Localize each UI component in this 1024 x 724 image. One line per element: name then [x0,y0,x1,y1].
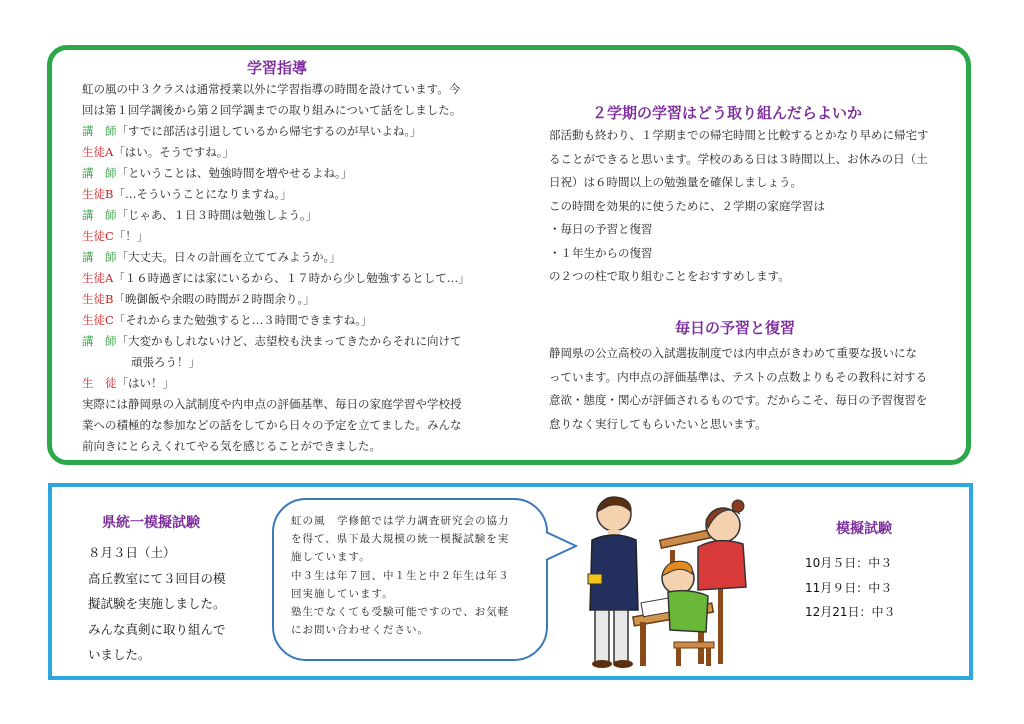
second-term-body [549,124,929,289]
daily-review-body [549,342,927,436]
dialogue-line [82,229,148,243]
prefecture-exam-line: 高丘教室にて３回目の模 [88,570,226,586]
dialogue-line [82,271,470,285]
dialogue-text: 「すでに部活は引退しているから帰宅するのが早いよね。」 [116,124,422,138]
speaker-teacher: 講 師 [82,334,117,348]
prefecture-exam-line: みんな真剣に取り組んで [88,621,226,637]
classroom-illustration [578,492,763,672]
dialogue-line [82,292,315,306]
dialogue-line [82,187,292,201]
speaker-teacher: 講 師 [82,250,117,264]
speaker-student: 生徒B [82,292,114,306]
bubble-line: を得て、県下最大規模の統一模擬試験を実 [291,533,510,546]
dialogue-line [82,208,317,222]
dialogue-text: 頑張ろう！」 [131,355,200,369]
bubble-line: 虹の風 学修館では学力調査研究会の協力 [291,515,510,527]
prefecture-exam-line: 擬試験を実施しました。 [88,596,226,611]
guidance-outro-line: 業への積極的な参加などの話をしてから日々の予定を立てました。みんな [82,418,462,432]
guidance-intro-line: 虹の風の中３クラスは通常授業以外に学習指導の時間を設けています。今 [82,82,461,96]
mock-exam-date: 10月５日：中３ [805,556,893,570]
guidance-intro-line: 回は第１回学調後から第２回学調までの取り組みについて話をしました。 [82,103,462,117]
prefecture-exam-body [88,540,226,668]
speaker-teacher: 講 師 [82,166,117,180]
second-term-line: の２つの柱で取り組むことをおすすめします。 [549,269,790,283]
dialogue-line [82,334,462,348]
dialogue-text: 「！」 [113,229,149,243]
daily-review-title: 毎日の予習と復習 [675,319,796,337]
dialogue-text: 「…そういうことになりますね。」 [113,187,292,201]
dialogue-line [131,355,200,369]
speaker-student: 生 徒 [82,376,117,390]
dialogue-text: 「はい！」 [116,376,174,390]
dialogue-line [82,166,352,180]
dialogue-text: 「はい。そうですね。」 [113,145,235,159]
second-term-line: ・毎日の予習と復習 [549,222,653,236]
speaker-student: 生徒B [82,187,114,201]
mock-exam-date: 11月９日：中３ [805,580,893,595]
second-term-line: 部活動も終わり、１学期までの帰宅時間と比較するとかなり早めに帰宅す [549,128,929,142]
guidance-title: 学習指導 [247,59,308,77]
second-term-line: ることができると思います。学校のある日は３時間以上、お休みの日（土 [549,151,928,166]
dialogue-text: 「じゃあ、１日３時間は勉強しよう。」 [116,208,318,222]
speaker-teacher: 講 師 [82,208,117,222]
dialogue-line [82,376,174,390]
second-term-title: ２学期の学習はどう取り組んだらよいか [592,104,863,122]
bubble-line: 中３生は年７回、中１生と中２年生は年３ [291,569,510,582]
mock-exam-dates [805,551,896,625]
speech-bubble-tail [546,530,582,564]
daily-review-line: 意欲・態度・関心が評価されるものです。だからこそ、毎日の予習復習を [549,393,928,407]
bubble-line: 施しています。 [291,551,371,564]
speaker-teacher: 講 師 [82,124,117,138]
guidance-outro-line: 実際には静岡県の入試制度や内申点の評価基準、毎日の家庭学習や学校授 [82,397,462,411]
second-term-line: この時間を効果的に使うために、２学期の家庭学習は [549,198,825,213]
prefecture-exam-line: いました。 [88,647,151,662]
daily-review-line: 静岡県の公立高校の入試選抜制度では内申点がきわめて重要な扱いにな [549,346,917,360]
bubble-line: 塾生でなくても受験可能ですので、お気軽 [291,606,510,619]
dialogue-text: 「ということは、勉強時間を増やせるよね。」 [116,166,353,180]
guidance-outro-line: 前向きにとらえくれてやる気を感じることができました。 [82,439,381,453]
dialogue-text: 「１６時過ぎには家にいるから、１７時から少し勉強するとして…」 [113,271,470,285]
speaker-student: 生徒A [82,271,114,285]
prefecture-exam-title: 県統一模擬試験 [102,515,200,531]
bubble-line: 回実施しています。 [291,587,394,600]
dialogue-line [82,250,341,264]
mock-exam-title: 模擬試験 [836,521,892,537]
speech-bubble-text [291,512,510,639]
dialogue-line [82,124,422,138]
second-term-line: 日祝）は６時間以上の勉強量を確保しましょう。 [549,175,802,189]
dialogue-text: 「晩御飯や余暇の時間が２時間余り。」 [113,292,315,306]
dialogue-line [82,313,373,327]
second-term-line: ・１年生からの復習 [549,245,653,260]
speaker-student: 生徒C [82,313,114,327]
daily-review-line: 怠りなく実行してもらいたいと思います。 [549,416,767,431]
speaker-student: 生徒A [82,145,114,159]
bubble-line: にお問い合わせください。 [291,624,429,637]
dialogue-text: 「大変かもしれないけど、志望校も決まってきたからそれに向けて [116,334,462,348]
dialogue-text: 「それからまた勉強すると…３時間できますね。」 [113,313,373,327]
dialogue-line [82,145,234,159]
mock-exam-date: 12月21日：中３ [805,605,896,619]
speaker-student: 生徒C [82,229,114,243]
prefecture-exam-line: ８月３日（土） [88,545,176,560]
daily-review-line: っています。内申点の評価基準は、テストの点数よりもその教科に対する [549,369,928,384]
dialogue-text: 「大丈夫。日々の計画を立ててみようか。」 [116,250,341,264]
